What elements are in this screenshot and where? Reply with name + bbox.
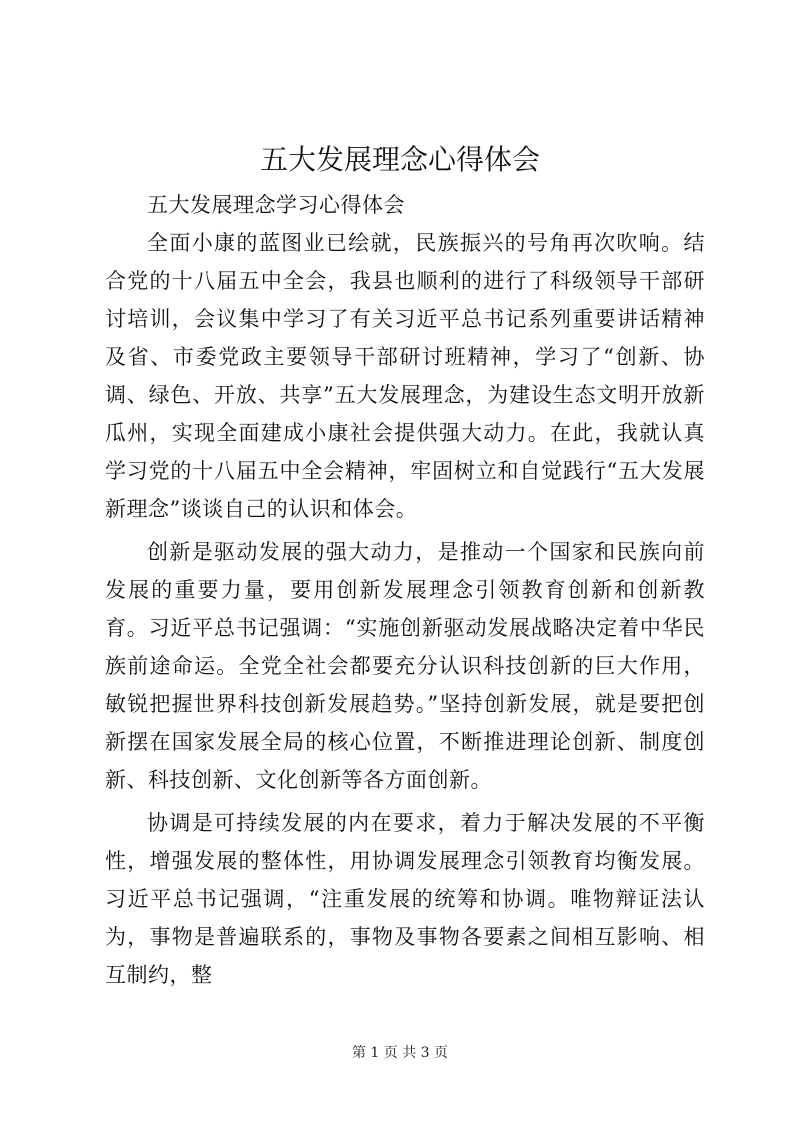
page-footer: 第 1 页 共 3 页 (351, 1045, 449, 1061)
paragraph-intro: 全面小康的蓝图业已绘就，民族振兴的号角再次吹响。结合党的十八届五中全会，我县也顺利的进行了科级领导干部研讨培训，会议集中学习了有关习近平总书记系列重要讲话精神及省、市委党政主要领导干部研讨班精神，学习了“创新、协调、绿色、开放、共享”五大发展理念，为建设生态文明开放新瓜州，实现全面建成小康社会提供强大动力。在此，我就认真学习党的十八届五中全会精神，牢固树立和自觉践行“五大发展新理念”谈谈自己的认识和体会。 (105, 231, 705, 521)
document-body (105, 186, 705, 994)
document-title: 五大发展理念心得体会 (259, 143, 540, 176)
document-subtitle: 五大发展理念学习心得体会 (147, 193, 405, 217)
paragraph-coordination: 协调是可持续发展的内在要求，着力于解决发展的不平衡性，增强发展的整体性，用协调发展理念引领教育均衡发展。习近平总书记强调，“注重发展的统筹和协调。唯物辩证法认为，事物是普遍联系的，事物及事物各要素之间相互影响、相互制约，整 (105, 811, 705, 987)
paragraph-innovation: 创新是驱动发展的强大动力，是推动一个国家和民族向前发展的重要力量，要用创新发展理念引领教育创新和创新教育。习近平总书记强调：“实施创新驱动发展战略决定着中华民族前途命运。全党全社会都要充分认识科技创新的巨大作用，敏锐把握世界科技创新发展趋势。”坚持创新发展，就是要把创新摆在国家发展全局的核心位置，不断推进理论创新、制度创新、科技创新、文化创新等各方面创新。 (105, 540, 705, 792)
